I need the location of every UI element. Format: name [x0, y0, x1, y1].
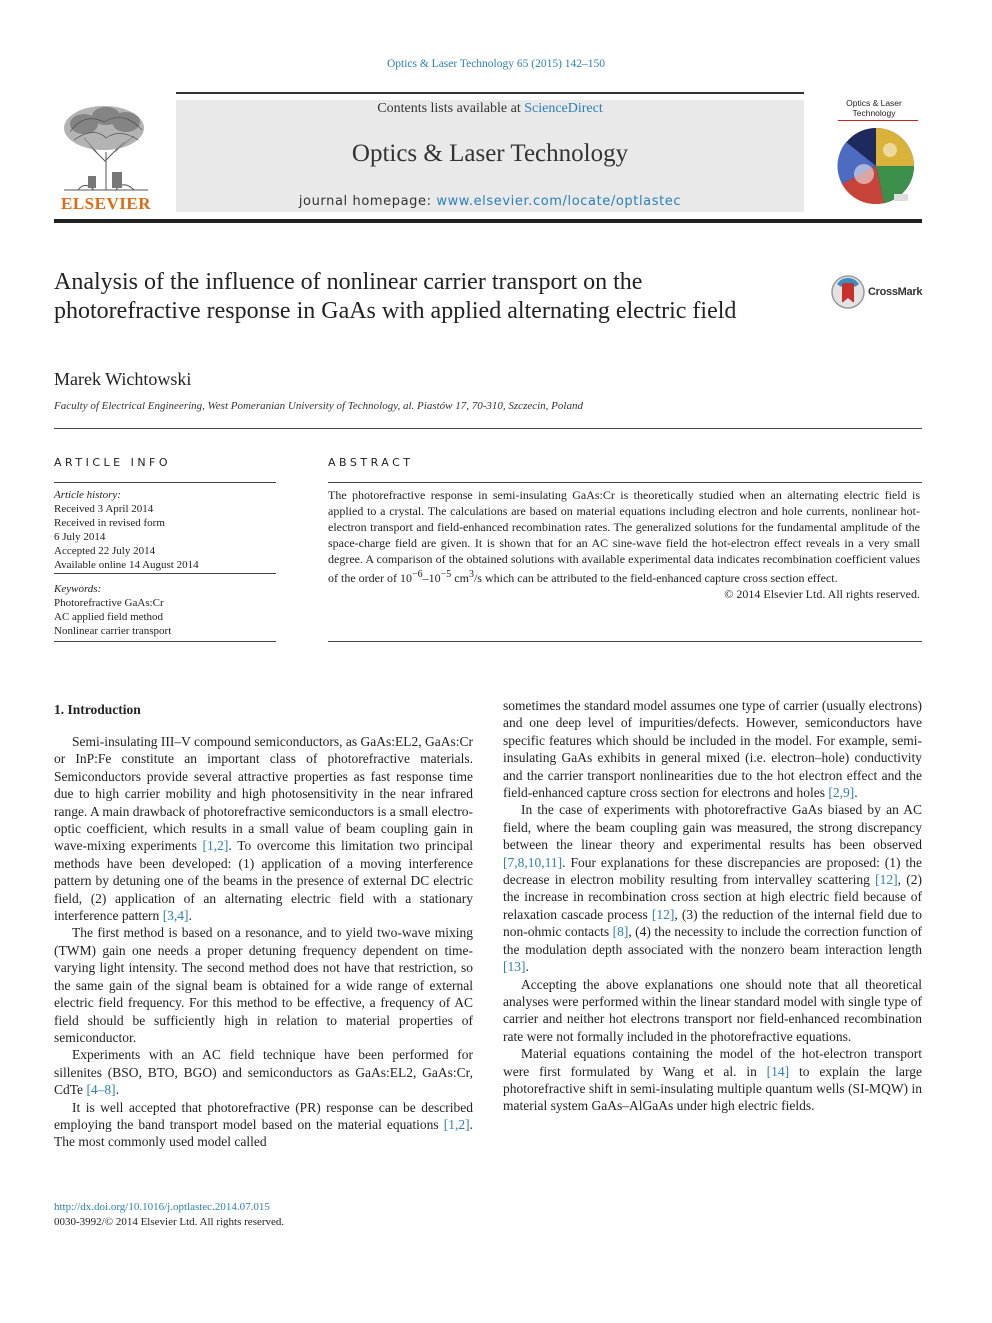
citation-link[interactable]: [2,9] — [828, 785, 855, 801]
keyword-item: Nonlinear carrier transport — [54, 625, 172, 637]
homepage-prefix: journal homepage: — [298, 194, 437, 209]
elsevier-wordmark: ELSEVIER — [61, 194, 151, 213]
body-column-left — [54, 733, 473, 1151]
header-bottom-rule — [54, 219, 922, 223]
citation-link[interactable]: [7,8,10,11] — [503, 854, 563, 870]
citation-link[interactable]: [3,4] — [162, 908, 189, 924]
history-item: Available online 14 August 2014 — [54, 559, 199, 571]
article-history — [54, 488, 276, 572]
citation-link[interactable]: [8] — [612, 924, 629, 940]
keywords-rule — [54, 573, 276, 574]
author-affiliation: Faculty of Electrical Engineering, West Pomeranian University of Technology, al. Piastów 17, 70-310, Szczecin, Poland — [54, 400, 583, 412]
history-label: Article history: — [54, 489, 121, 501]
citation-link[interactable]: [4–8] — [86, 1082, 116, 1098]
history-item: Accepted 22 July 2014 — [54, 545, 156, 557]
keywords-label: Keywords: — [54, 583, 102, 595]
cover-red-rule — [838, 120, 918, 121]
title-block-rule — [54, 428, 922, 429]
elsevier-tree-icon — [54, 102, 158, 194]
keyword-item: Photorefractive GaAs:Cr — [54, 597, 164, 609]
citation-link[interactable]: [13] — [503, 959, 526, 975]
abstract-exponent: −6 — [411, 569, 423, 580]
citation-link[interactable]: [12] — [651, 906, 675, 922]
crossmark-badge[interactable] — [830, 274, 930, 312]
abstract-heading: ABSTRACT — [328, 456, 414, 469]
article-info-heading: ARTICLE INFO — [54, 456, 172, 469]
history-item: 6 July 2014 — [54, 531, 106, 543]
abstract-body-end: /s which can be attributed to the field-enhanced capture cross section effect. — [473, 571, 838, 585]
abstract-unit-exponent: 3 — [468, 569, 474, 580]
crossmark-label: CrossMark — [868, 286, 923, 298]
journal-homepage-line — [176, 194, 804, 209]
history-item: Received in revised form — [54, 517, 165, 529]
abstract-range: –10 — [422, 571, 441, 585]
abstract-bottom-rule — [328, 641, 922, 642]
citation-link[interactable]: [12] — [875, 872, 898, 888]
citation-link[interactable]: [1,2] — [443, 1116, 470, 1132]
abstract-copyright: © 2014 Elsevier Ltd. All rights reserved. — [724, 587, 920, 601]
author-name[interactable]: Marek Wichtowski — [54, 369, 192, 389]
paragraph: It is well accepted that photorefractive (PR) response can be described employing the band transport model based on the material equations [1,2]. The most commonly used model called — [54, 1099, 473, 1150]
crossmark-icon — [830, 274, 866, 310]
article-info-bottom-rule — [54, 641, 276, 642]
keyword-item: AC applied field method — [54, 611, 164, 623]
paragraph: Material equations containing the model of the hot-electron transport were first formulated by Wang et al. in [14] to explain the large photorefractive shift in semi-insulating multiple quantum wells (SI-MQW) in material system GaAs–AlGaAs under high electric fields. — [503, 1046, 922, 1114]
journal-cover-thumbnail[interactable] — [828, 96, 920, 210]
issn-copyright: 0030-3992/© 2014 Elsevier Ltd. All rights reserved. — [54, 1216, 285, 1228]
journal-reference[interactable]: Optics & Laser Technology 65 (2015) 142–150 — [386, 58, 606, 70]
abstract-unit: cm — [451, 571, 469, 585]
abstract-text — [328, 487, 920, 602]
doi-link[interactable]: http://dx.doi.org/10.1016/j.optlastec.2014.07.015 — [54, 1201, 270, 1213]
cover-title: Optics & Laser Technology — [846, 98, 902, 118]
contents-prefix: Contents lists available at — [377, 101, 525, 116]
sciencedirect-link[interactable]: ScienceDirect — [524, 101, 603, 116]
paragraph: Experiments with an AC field technique have been performed for sillenites (BSO, BTO, BGO) and semiconductors as GaAs:EL2, GaAs:Cr, CdTe [4–8]. — [54, 1047, 473, 1098]
citation-link[interactable]: [14] — [766, 1063, 790, 1079]
paragraph: Semi-insulating III–V compound semiconductors, as GaAs:EL2, GaAs:Cr or InP:Fe constitute an important class of photorefractive materials. Semiconductors provide several attractive properties as fast response time due to high carrier mobility and high photosensitivity in the near infrared range. A main drawback of photorefractive semiconductors is a small electro-optic coefficient, which results in a small value of beam coupling gain in wave-mixing experiments [1,2]. To overcome this limitation two principal methods have been developed: (1) application of a moving interference pattern by detuning one of the beams in the presence of external DC electric field, (2) application of an alternating electric field with a stationary interference pattern [3,4]. — [54, 734, 473, 924]
contents-line — [176, 101, 804, 117]
paragraph: The first method is based on a resonance, and to yield two-wave mixing (TWM) gain one needs a proper detuning frequency dependent on time-varying light intensity. The second method does not have that restriction, so the same gain of the signal beam is obtained for a wide range of external electric field frequency. For this method to be effective, a frequency of AC field should be sufficiently high in relation to material properties of semiconductor. — [54, 925, 473, 1045]
article-title: Analysis of the influence of nonlinear carrier transport on the photorefractive response in GaAs with applied alternating electric field — [54, 269, 737, 324]
cover-art-icon — [832, 124, 920, 210]
body-column-right — [503, 697, 922, 1115]
history-item: Received 3 April 2014 — [54, 503, 154, 515]
keywords — [54, 582, 276, 638]
paragraph: sometimes the standard model assumes one type of carrier (usually electrons) and one deep level of impurities/defects. However, semiconductors have specific features which should be included in the model. For example, semi-insulating GaAs exhibits in general mixed (i.e. electron–hole) conductivity and the carrier transport nonlinearities due to the hot electron effect and the field-enhanced capture cross section for electrons and holes [2,9]. — [503, 698, 922, 801]
citation-link[interactable]: [1,2] — [202, 838, 229, 854]
section-heading-introduction: 1. Introduction — [54, 702, 141, 717]
article-info-rule — [54, 482, 276, 483]
abstract-rule — [328, 482, 922, 483]
elsevier-logo[interactable] — [54, 102, 158, 214]
paragraph: In the case of experiments with photorefractive GaAs biased by an AC field, where the beam coupling gain was measured, the strong discrepancy between the linear theory and experimental results has been observed [7,8,10,11]. Four explanations for these discrepancies are proposed: (1) the decrease in electron mobility resulting from intervalley scattering [12], (2) the increase in recombination cross section at high electric field because of relaxation cascade process [12], (3) the reduction of the internal field due to non-ohmic contacts [8], (4) the necessity to include the correction function of the modulation depth associated with the nonzero beam interaction length [13]. — [503, 802, 923, 975]
abstract-exponent: −5 — [440, 569, 452, 580]
homepage-link[interactable]: www.elsevier.com/locate/optlastec — [436, 194, 682, 209]
paragraph: Accepting the above explanations one should note that all theoretical analyses were performed within the linear standard model with single type of carrier and neither hot electrons transport nor field-enhanced recombination rate were not formally included in the photorefractive equations. — [503, 976, 922, 1044]
journal-title: Optics & Laser Technology — [351, 140, 629, 167]
header-top-rule — [176, 92, 804, 94]
abstract-body: The photorefractive response in semi-insulating GaAs:Cr is theoretically studied when an alternating electric field is applied to a crystal. The calculations are based on material equations including electron and hole currents, nonlinear hot-electron transport and field-enhanced recombination rates. The generalized solutions for the fundamental amplitude of the space-charge field are given. It is shown that for an AC sine-wave field the hot-electron effect reveals in a very small degree. A comparison of the obtained solutions with available experimental data indicates recombination coefficient values of the order of 10 — [328, 488, 920, 585]
